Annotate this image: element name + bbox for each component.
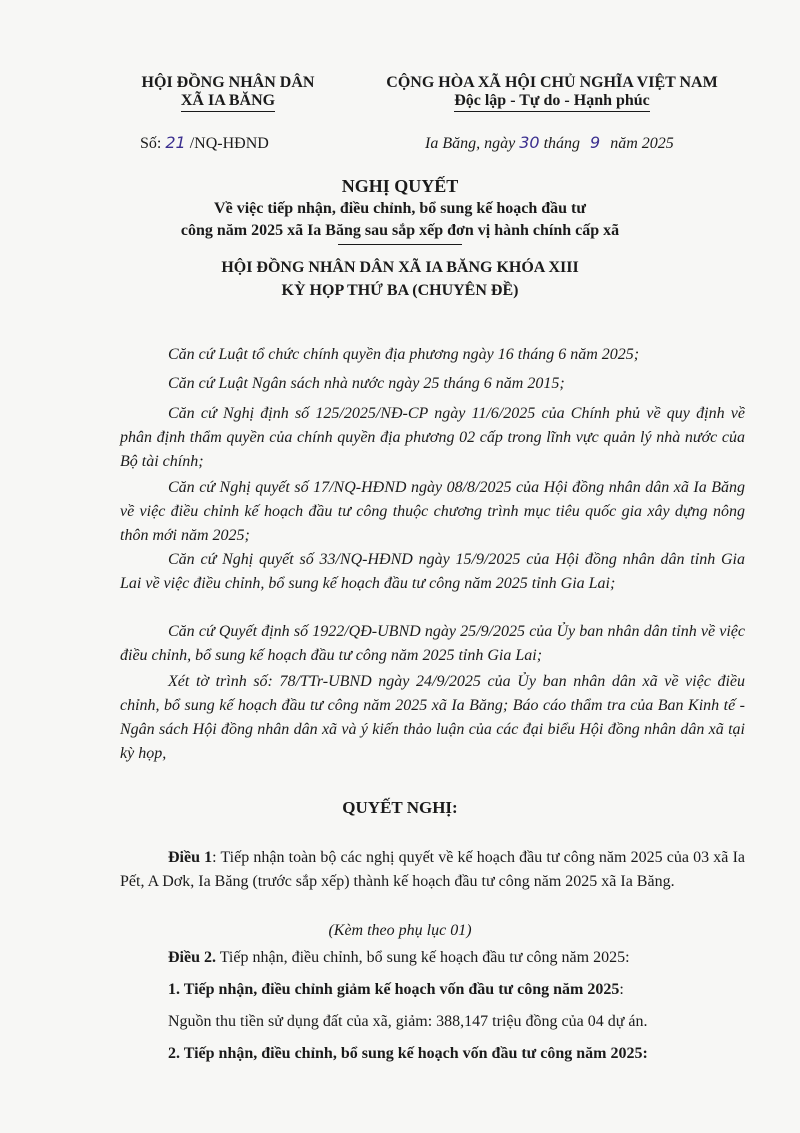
preamble-item: Căn cứ Nghị quyết số 33/NQ-HĐND ngày 15/9/2025 của Hội đồng nhân dân tỉnh Gia Lai về việc điều chỉnh, bổ sung kế hoạch đầu tư công năm 2025 tỉnh Gia Lai; xyxy=(120,551,745,592)
council-line1: HỘI ĐỒNG NHÂN DÂN XÃ IA BĂNG KHÓA XIII xyxy=(221,259,579,276)
issuing-body xyxy=(118,74,338,112)
subject-line2: công năm 2025 xã Ia Băng sau sắp xếp đơn vị hành chính cấp xã xyxy=(180,222,620,239)
article-2-label: Điều 2. xyxy=(168,949,216,966)
title-divider xyxy=(338,244,462,245)
decision-heading: QUYẾT NGHỊ: xyxy=(342,798,458,817)
handwritten-month: 9 xyxy=(590,133,601,152)
preamble-item: Căn cứ Quyết định số 1922/QĐ-UBND ngày 25/9/2025 của Ủy ban nhân dân tỉnh về việc điều chỉnh, bổ sung kế hoạch đầu tư công năm 2025 tỉnh Gia Lai; xyxy=(120,623,745,664)
council-line2: KỲ HỌP THỨ BA (CHUYÊN ĐỀ) xyxy=(281,282,519,299)
document-type: NGHỊ QUYẾT xyxy=(341,176,459,196)
article-2 xyxy=(120,946,745,970)
item-2-heading: 2. Tiếp nhận, điều chỉnh, bổ sung kế hoạch vốn đầu tư công năm 2025: xyxy=(168,1045,648,1062)
article-1-note: (Kèm theo phụ lục 01) xyxy=(328,922,472,939)
preamble-item: Căn cứ Nghị quyết số 17/NQ-HĐND ngày 08/8/2025 của Hội đồng nhân dân xã Ia Băng về việc điều chỉnh kế hoạch đầu tư công thuộc chương trình mục tiêu quốc gia xây dựng nông thôn mới năm 2025; xyxy=(120,479,745,544)
issuing-body-line1: HỘI ĐỒNG NHÂN DÂN xyxy=(141,74,315,91)
preamble-item: Căn cứ Luật tổ chức chính quyền địa phương ngày 16 tháng 6 năm 2025; xyxy=(168,346,640,363)
handwritten-day: 30 xyxy=(519,133,540,152)
handwritten-number: 21 xyxy=(165,133,186,152)
article-2-text: Tiếp nhận, điều chỉnh, bổ sung kế hoạch đầu tư công năm 2025: xyxy=(216,949,630,966)
item-1-text: Nguồn thu tiền sử dụng đất của xã, giảm: 388,147 triệu đồng của 04 dự án. xyxy=(168,1013,648,1030)
document-number: Số: 21 /NQ-HĐND xyxy=(140,133,269,152)
national-title xyxy=(356,74,748,112)
article-1-text: : Tiếp nhận toàn bộ các nghị quyết về kế hoạch đầu tư công năm 2025 của 03 xã Ia Pết, A Dơk, Ia Băng (trước sắp xếp) thành kế hoạch đầu tư công năm 2025 xã Ia Băng. xyxy=(120,849,745,890)
national-title-line1: CỘNG HÒA XÃ HỘI CHỦ NGHĨA VIỆT NAM xyxy=(386,74,718,91)
motto: Độc lập - Tự do - Hạnh phúc xyxy=(454,92,650,112)
article-1 xyxy=(120,846,745,894)
preamble-item: Căn cứ Nghị định số 125/2025/NĐ-CP ngày 11/6/2025 của Chính phủ về quy định về phân định thẩm quyền của chính quyền địa phương 02 cấp trong lĩnh vực quản lý nhà nước của Bộ tài chính; xyxy=(120,405,745,470)
article-1-label: Điều 1 xyxy=(168,849,213,866)
place-date: Ia Băng, ngày 30 tháng 9 năm 2025 xyxy=(425,133,674,152)
preamble-item: Căn cứ Luật Ngân sách nhà nước ngày 25 tháng 6 năm 2015; xyxy=(168,375,565,392)
item-1-heading: 1. Tiếp nhận, điều chỉnh giảm kế hoạch vốn đầu tư công năm 2025: xyxy=(168,981,624,998)
issuing-body-line2: XÃ IA BĂNG xyxy=(181,92,275,112)
preamble-item: Xét tờ trình số: 78/TTr-UBND ngày 24/9/2025 của Ủy ban nhân dân xã về việc điều chỉnh, bổ sung kế hoạch đầu tư công năm 2025 xã Ia Băng; Báo cáo thẩm tra của Ban Kinh tế - Ngân sách Hội đồng nhân dân xã và ý kiến thảo luận của các đại biểu Hội đồng nhân dân xã tại kỳ họp, xyxy=(120,673,745,762)
subject-line1: Về việc tiếp nhận, điều chỉnh, bổ sung kế hoạch đầu tư xyxy=(214,200,586,217)
